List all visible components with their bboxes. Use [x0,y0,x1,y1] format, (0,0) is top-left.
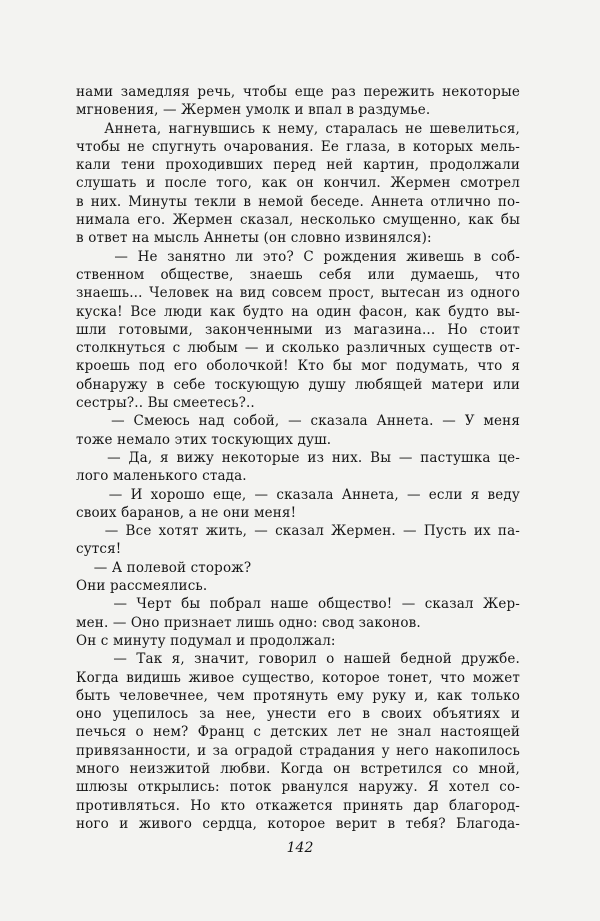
text-line: — Так я, значит, говорил о нашей бедной дружбе. [76,651,520,668]
text-line: — Все хотят жить, — сказал Жермен. — Пусть их па- [76,523,520,540]
text-line: Он с минуту подумал и продолжал: [76,632,336,649]
page-number: 142 [286,840,314,856]
text-line: обнаружу в себе тоскующую душу любящей матери или [76,376,520,393]
text-line: привязанности, и за оградой страдания у него накопилось [76,742,520,759]
text-line: нами замедляя речь, чтобы еще раз пережить некоторые [76,84,520,100]
text-line: печься о нем? Франц с детских лет не знал настоящей [76,724,520,741]
text-line: оно уцепилось за нее, унести его в своих объятиях и [76,706,520,723]
text-line: чтобы не спугнуть очарования. Ее глаза, в которых мель- [76,138,520,155]
text-line: Когда видишь живое существо, которое тонет, что может [76,669,520,686]
text-line: в ответ на мысль Аннеты (он словно извинялся): [76,230,432,247]
text-line: мгновения, — Жермен умолк и впал в раздумье. [76,102,431,119]
text-line: — А полевой сторож? [76,559,252,576]
text-line: тоже немало этих тоскующих душ. [76,431,332,448]
text-line: — Черт бы побрал наше общество! — сказал Жер- [76,596,520,613]
text-line: знаешь... Человек на вид совсем прост, вытесан из одного [76,285,520,302]
text-line: Аннета, нагнувшись к нему, старалась не шевелиться, [76,120,520,137]
text-line: лого маленького стада. [76,468,247,485]
text-line: кроешь под его оболочкой! Кто бы мог подумать, что я [76,358,520,375]
text-line: — Да, я вижу некоторые из них. Вы — пастушка це- [76,449,520,466]
text-line: мен. — Оно признает лишь одно: свод законов. [76,614,421,631]
text-line: ного и живого сердца, которое верит в тебя? Благода- [76,815,520,832]
text-line: слушать и после того, как он кончил. Жермен смотрел [76,175,520,192]
text-line: в них. Минуты текли в немой беседе. Аннета отлично по- [76,193,520,210]
text-line: сутся! [76,541,122,558]
text-line: нимала его. Жермен сказал, несколько смущенно, как бы [76,212,520,229]
text-line: куска! Все люди как будто на один фасон, как будто вы- [76,303,520,320]
text-line: шли готовыми, законченными из магазина... Но стоит [76,321,520,338]
text-line: своих баранов, а не они меня! [76,504,297,521]
text-line: ственном обществе, знаешь себя или думаешь, что [76,266,520,283]
text-line: шлюзы открылись: поток рванулся наружу. Я хотел со- [76,779,520,796]
text-line: много неизжитой любви. Когда он встретился со мной, [76,760,520,777]
text-line: противляться. Но кто откажется принять дар благород- [76,797,520,814]
text-line: — Смеюсь над собой, — сказала Аннета. — У меня [76,413,520,430]
text-line: сестры?.. Вы смеетесь?.. [76,395,255,412]
body-text [76,83,520,833]
text-line: столкнуться с любым — и сколько различных существ от- [76,340,520,357]
text-line: Они рассмеялись. [76,578,208,595]
text-line: — Не занятно ли это? С рождения живешь в соб- [76,248,520,265]
text-line: кали тени проходивших перед ней картин, продолжали [76,157,520,174]
text-line: быть человечнее, чем протянуть ему руку и, как только [76,687,520,704]
text-line: — И хорошо еще, — сказала Аннета, — если я веду [76,486,520,503]
